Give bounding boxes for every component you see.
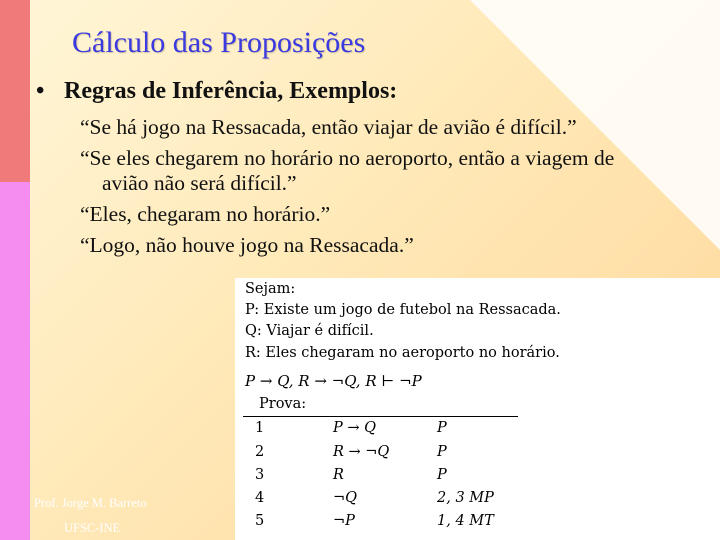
footer-institution: UFSC-INE (64, 521, 121, 535)
proof-step-number: 5 (255, 513, 265, 529)
proof-step-formula: ¬Q (333, 490, 358, 506)
proof-step-number: 1 (255, 420, 265, 436)
proof-step-formula: R → ¬Q (333, 444, 390, 460)
decorative-band-red (0, 0, 30, 182)
quote-item (80, 202, 700, 227)
decorative-band-pink (0, 182, 30, 540)
proof-step-formula: ¬P (333, 513, 355, 529)
bullet-icon: • (36, 78, 45, 104)
proof-intro: Sejam: (245, 281, 296, 297)
quote-text: “Eles, chegaram no horário.” (80, 202, 331, 226)
proof-header: Prova: (259, 396, 307, 412)
quote-text: “Se há jogo na Ressacada, então viajar de avião é difícil.” (80, 115, 577, 139)
proof-row (235, 444, 720, 466)
quote-item (80, 115, 700, 140)
proof-row (235, 467, 720, 489)
quote-item (80, 233, 700, 258)
slide-title: Cálculo das Proposições (72, 26, 366, 59)
proof-step-formula: R (333, 467, 344, 483)
proposition-r: R: Eles chegaram no aeroporto no horário. (245, 345, 560, 361)
proof-divider (243, 416, 518, 417)
proof-step-justification: P (437, 420, 447, 436)
proof-step-justification: P (437, 467, 447, 483)
bullet-heading: Regras de Inferência, Exemplos: (64, 78, 398, 104)
proof-step-number: 2 (255, 444, 265, 460)
quote-text: “Logo, não houve jogo na Ressacada.” (80, 233, 414, 257)
inference-formula: P → Q, R → ¬Q, R ⊢ ¬P (245, 372, 422, 390)
proof-panel (235, 278, 720, 540)
proposition-q: Q: Viajar é difícil. (245, 323, 374, 339)
proof-step-justification: P (437, 444, 447, 460)
proof-row (235, 513, 720, 535)
proof-step-number: 3 (255, 467, 265, 483)
proposition-p: P: Existe um jogo de futebol na Ressacada. (245, 302, 561, 318)
proof-row (235, 490, 720, 512)
bullet-heading-row (36, 78, 397, 105)
quote-list (80, 115, 700, 264)
proof-step-justification: 2, 3 MP (437, 490, 494, 506)
quote-item (80, 146, 700, 196)
quote-continuation: avião não será difícil.” (102, 171, 297, 195)
proof-step-justification: 1, 4 MT (437, 513, 494, 529)
proof-step-number: 4 (255, 490, 265, 506)
proof-step-formula: P → Q (333, 420, 377, 436)
footer-author: Prof. Jorge M. Barreto (34, 496, 147, 510)
quote-text: “Se eles chegarem no horário no aeroporto, então a viagem de (80, 146, 615, 170)
proof-row (235, 420, 720, 442)
